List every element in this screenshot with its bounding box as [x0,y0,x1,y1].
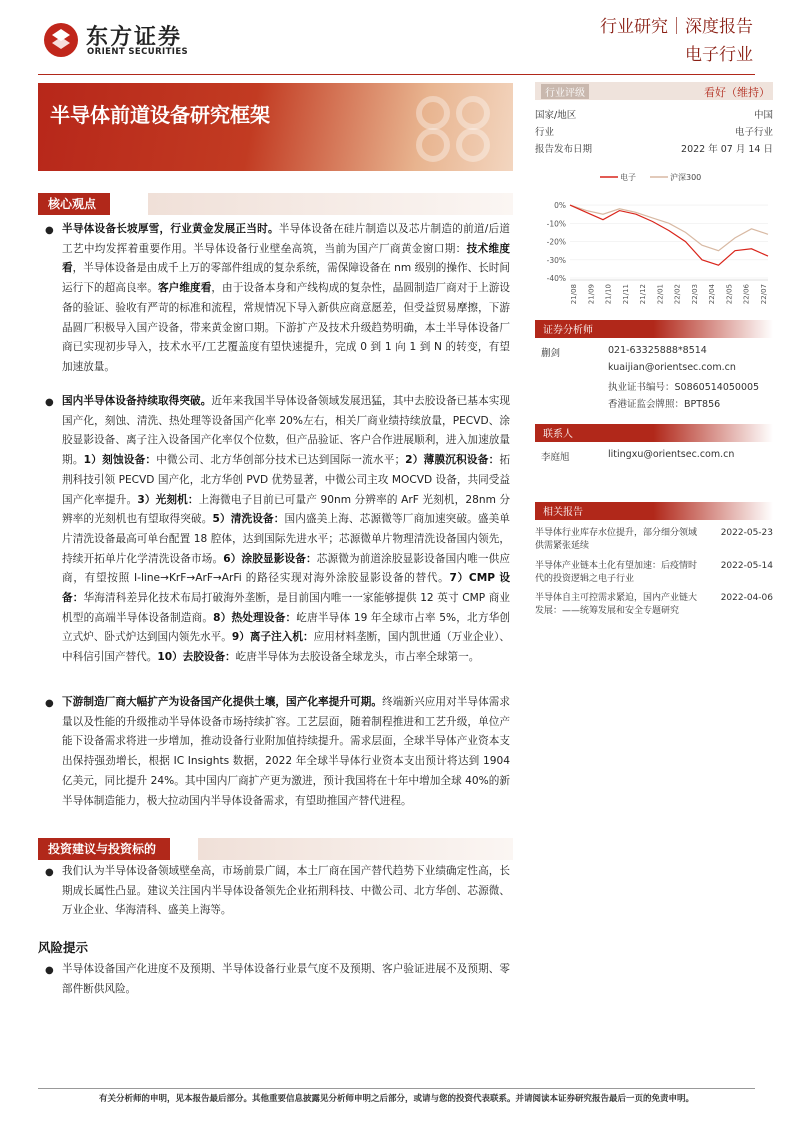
report-industry: 电子行业 [685,45,753,65]
core-point-2: 国内半导体设备持续取得突破。近年来我国半导体设备领域发展迅猛，其中去胶设备已基本实现国产化，刻蚀、清洗、热处理等设备国产化率 20%左右，相关厂商业绩持续放量，PECVD、涂胶显影设备、离子注入设备国产化率仅个位数，但产品验证、客户合作进展顺利，进入加速放量期。1）刻蚀设备：中微公司、北方华创部分技术已达到国际一流水平；2）薄膜沉积设备：拓荆科技引领 PECVD 国产化，北方华创 PVD 优势显著，中微公司主攻 MOCVD 设备，共同受益国产化率提升。3）光刻机：上海微电子目前已可量产 90nm 分辨率的 ArF 光刻机，28nm 分辨率的光刻机也有望取得突破。5）清洗设备：国内盛美上海、芯源微等厂商加速突破。盛美单片清洗设备最高可单台配置 18 腔体，达到国际先进水平；芯源微单片物理清洗设备国内领先，持续开拓单片化学清洗设备市场。6）涂胶显影设备：芯源微为前道涂胶显影设备国内唯一供应商，有望按照 I-line→KrF→ArF→ArFi 的路径实现对海外涂胶显影设备的替代。7）CMP 设备：华海清科差异化技术布局打破海外垄断，是目前国内唯一一家能够提供 12 英寸 CMP 商业机型的高端半导体设备制造商。8）热处理设备：屹唐半导体 19 年全球市占率 5%，北方华创立式炉、卧式炉达到国内领先水平。9）离子注入机：应用材料垄断，国内凯世通（万业企业）、中科信引国产替代。10）去胶设备：屹唐半导体为去胶设备全球龙头，市占率全球第一。 [62,395,511,664]
x-tick-label: 21/08 [570,284,578,305]
analyst-email[interactable]: kuaijian@orientsec.com.cn [608,362,736,373]
core-point-1: 半导体设备长坡厚雪，行业黄金发展正当时。半导体设备在硅片制造以及芯片制造的前道/后道工艺中均发挥着重要作用。半导体设备行业壁垒高筑，当前为国产厂商黄金窗口期：技术维度看，半导体设备是由成千上万的零部件组成的复杂系统，需保障设备在 nm 级别的操作、长时间运行下的超高良率。客户维度看，由于设备本身和产线构成的复杂性，晶圆制造厂商对于上游设备的验证、验收有严苛的标准和流程，常规情况下导入新供应商意愿差，但受益贸易摩擦，下游晶圆厂积极导入国产设备，带来黄金窗口期。下游扩产及技术升级趋势明确，本土半导体设备厂商已实现初步导入，技术水平/工艺覆盖度有望快速提升，完成 0 到 1 向 1 到 N 的转变，有望加速放量。 [62,223,511,373]
bullet-dot: ● [45,397,54,408]
legend-label-csi300: 沪深300 [670,173,702,182]
x-tick-label: 21/12 [639,284,648,305]
core-point-3: 下游制造厂商大幅扩产为设备国产化提供土壤，国产化率提升可期。终端新兴应用对半导体需求量以及性能的升级推动半导体设备市场持续扩容。工艺层面，随着制程推进和工艺升级，单位产能下设备需求将进一步增加，推动设备行业附加值持续提升。需求层面，全球半导体产业资本支出保持强劲增长，根据 IC Insights 数据，2022 年全球半导体行业资本支出预计将达到 1904 亿美元，同比提升 24%。其中国内厂商扩产更为激进，预计我国将在十年中增加全球 40%的新半导体制造能力，极大拉动国内半导体设备需求，有望助推国产替代进程。 [62,696,511,807]
x-tick-label: 22/05 [725,284,734,305]
legend-label-electronics: 电子 [620,173,636,182]
analyst-name: 蒯剑 [541,348,561,359]
report-type: 行业研究｜深度报告 [600,17,753,37]
y-tick-label: 0% [554,201,566,211]
related-report[interactable]: 半导体行业库存水位提升，部分细分领域 供需紧张延续 2022-05-23 [535,528,773,551]
bullet-dot: ● [45,965,54,976]
x-tick-label: 22/02 [673,284,682,305]
x-tick-label: 22/03 [690,284,699,305]
contact-section-bar: 联系人 [535,424,773,442]
x-tick-label: 22/01 [656,284,665,305]
series-line-electronics [570,205,768,265]
contact-email[interactable]: litingxu@orientsec.com.cn [608,449,735,460]
related-report[interactable]: 半导体产业链本土化有望加速：后疫情时 代的投资逻辑之电子行业 2022-05-14 [535,561,773,584]
y-tick-label: -10% [546,219,566,229]
analyst-hk-license: 香港证监会牌照：BPT856 [608,399,721,410]
bullet-dot: ● [45,867,54,878]
core-view-header: 核心观点 [38,193,513,215]
y-tick-label: -20% [546,237,566,247]
x-tick-label: 22/06 [742,284,751,305]
x-tick-label: 22/04 [708,284,717,305]
page-title: 半导体前道设备研究框架 [50,103,270,127]
analyst-section-bar: 证券分析师 [535,320,773,338]
risk-title: 风险提示 [38,940,89,955]
related-section-bar: 相关报告 [535,502,773,520]
x-tick-label: 21/09 [587,284,596,305]
risk-text: 半导体设备国产化进度不及预期、半导体设备行业景气度不及预期、客户验证进展不及预期、零部件断供风险。 [62,963,510,995]
x-tick-label: 21/11 [621,284,630,305]
footer-divider [38,1088,755,1089]
series-line-csi300 [570,205,768,251]
rating-value: 看好（维持） [704,86,770,99]
x-tick-label: 22/07 [760,284,768,305]
info-row: 行业 电子行业 [535,127,773,138]
contact-name: 李庭旭 [541,452,570,463]
title-banner [38,83,513,171]
analyst-cert: 执业证书编号：S0860514050005 [608,382,760,393]
related-report[interactable]: 半导体自主可控需求紧迫，国内产业链大 发展：——统筹发展和安全专题研究 2022-04-06 [535,593,773,616]
logo-english: ORIENT SECURITIES [87,47,189,57]
rating-label: 行业评级 [541,84,589,99]
chip-decoration-icon [378,83,513,171]
investment-advice: 我们认为半导体设备领域壁垒高，市场前景广阔，本土厂商在国产替代趋势下业绩确定性高，长期成长属性凸显。建议关注国内半导体设备领先企业拓荆科技、中微公司、北方华创、芯源微、万业企业、华海清科、盛美上海等。 [62,865,510,917]
orient-logo-icon [43,22,79,58]
bullet-dot: ● [45,225,54,236]
x-tick-label: 21/10 [604,284,613,305]
logo-text: 东方证券 [86,25,183,50]
investment-header: 投资建议与投资标的 [38,838,513,860]
footer-disclaimer: 有关分析师的申明，见本报告最后部分。其他重要信息披露见分析师申明之后部分，或请与您的投资代表联系。并请阅读本证券研究报告最后一页的免责申明。 [98,1094,694,1104]
bullet-dot: ● [45,698,54,709]
y-tick-label: -30% [546,255,566,265]
y-tick-label: -40% [546,274,566,283]
performance-chart [532,168,776,308]
info-row: 国家/地区 中国 [535,110,773,121]
info-row: 报告发布日期 2022 年 07 月 14 日 [535,144,773,155]
header-divider [38,74,755,75]
analyst-phone: 021-63325888*8514 [608,345,707,356]
